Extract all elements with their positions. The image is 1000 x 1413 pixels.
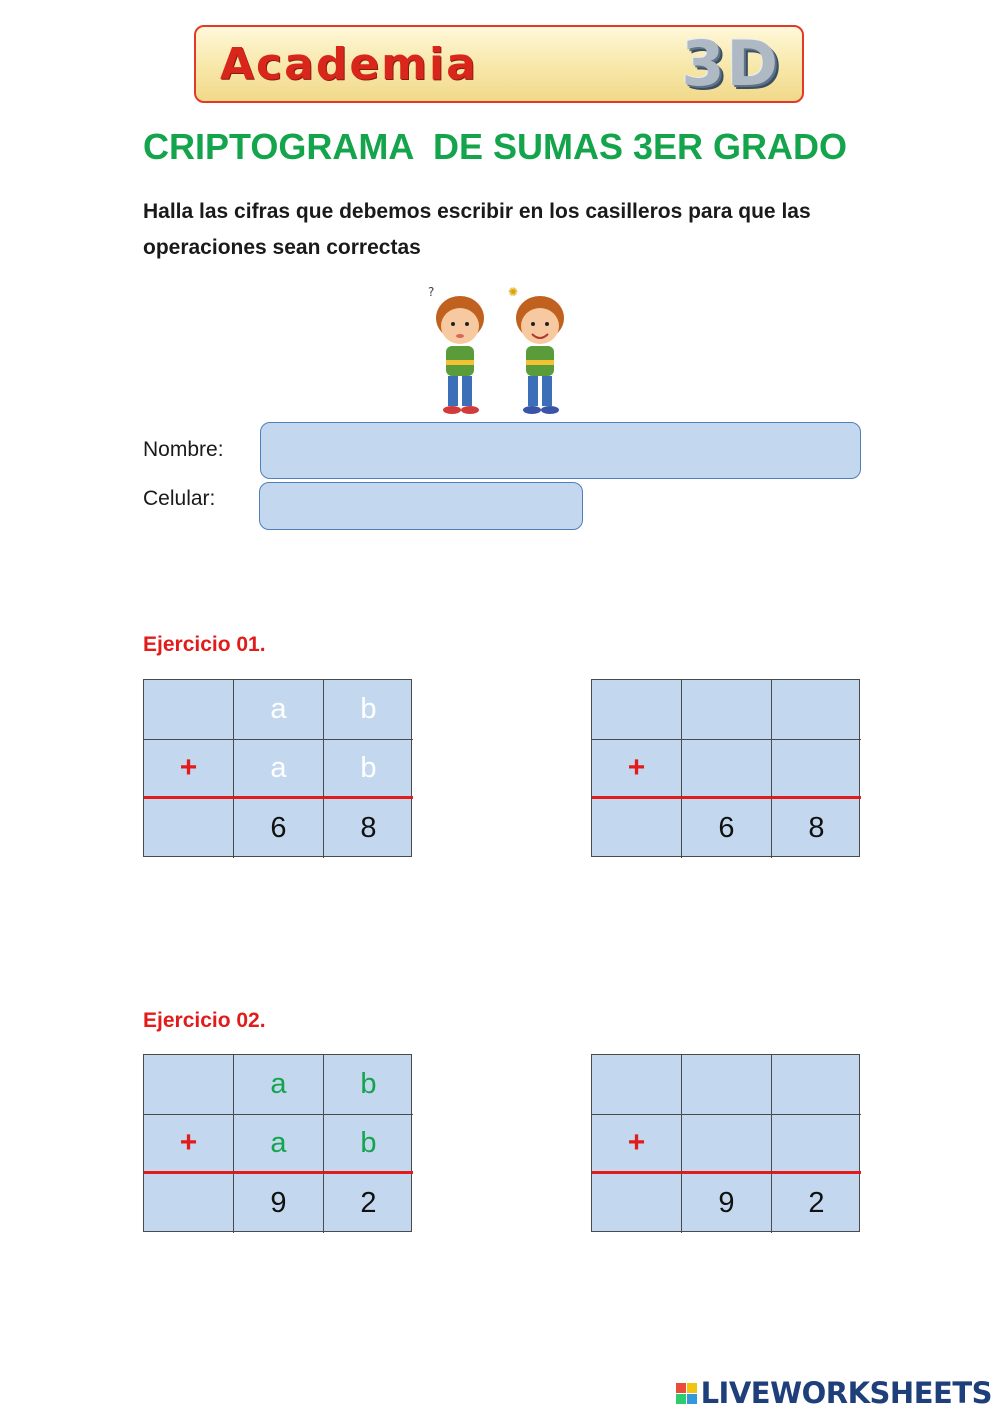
grid-cell [144,799,234,858]
answer-cell[interactable] [682,1115,772,1174]
grid-cell [592,799,682,858]
answer-cell[interactable] [682,1055,772,1115]
variable-a-cell: a [234,1055,324,1115]
variable-b-cell: b [324,740,413,799]
variable-b-cell: b [324,680,413,740]
grid-cell [144,1055,234,1115]
exercise-02-puzzle-grid [143,1054,412,1232]
answer-cell[interactable] [772,1115,861,1174]
answer-cell[interactable] [592,680,682,740]
plus-sign: + [144,740,234,799]
logo-word: Academia [220,39,478,90]
variable-b-cell: b [324,1115,413,1174]
instructions-text: Halla las cifras que debemos escribir en los casilleros para que las operaciones sean correctas [143,200,811,259]
boy-idea-icon [508,285,564,414]
phone-label: Celular: [143,487,216,510]
result-digit: 2 [360,1187,377,1219]
result-digit: 9 [234,1174,324,1233]
plus-sign: + [592,740,682,799]
exercise-02-title: Ejercicio 02. [143,1009,266,1032]
liveworksheets-icon [676,1383,697,1404]
liveworksheets-brand-text: LIVEWORKSHEETS [700,1376,992,1410]
logo-3d-mark: 3D [681,27,780,100]
result-digit: 9 [682,1174,772,1233]
result-digit: 8 [360,812,377,844]
grid-cell [144,680,234,740]
result-digit: 6 [234,799,324,858]
liveworksheets-logo [676,1376,992,1410]
exercise-01-answer-grid [591,679,860,857]
answer-cell[interactable] [682,740,772,799]
exercise-01-title: Ejercicio 01. [143,633,266,656]
svg-text:?: ? [428,285,435,299]
plus-sign: + [144,1115,234,1174]
answer-cell[interactable] [772,740,861,799]
phone-input[interactable] [259,482,583,530]
result-digit: 2 [808,1187,825,1219]
name-label: Nombre: [143,438,224,461]
thinking-kids-illustration [420,280,580,420]
page-title: CRIPTOGRAMA DE SUMAS 3ER GRADO [143,126,848,167]
exercise-02-answer-grid [591,1054,860,1232]
result-digit: 8 [808,812,825,844]
answer-cell[interactable] [772,1055,861,1115]
boy-thinking-icon [428,285,484,414]
variable-a-cell: a [234,680,324,740]
name-input[interactable] [260,422,861,479]
variable-a-cell: a [234,1115,324,1174]
plus-sign: + [592,1115,682,1174]
grid-cell [144,1174,234,1233]
grid-cell [592,1174,682,1233]
academia-3d-logo [194,25,804,103]
answer-cell[interactable] [772,680,861,740]
answer-cell[interactable] [592,1055,682,1115]
svg-text:✺: ✺ [508,285,519,299]
exercise-01-puzzle-grid [143,679,412,857]
variable-a-cell: a [234,740,324,799]
answer-cell[interactable] [682,680,772,740]
result-digit: 6 [682,799,772,858]
variable-b-cell: b [324,1055,413,1115]
